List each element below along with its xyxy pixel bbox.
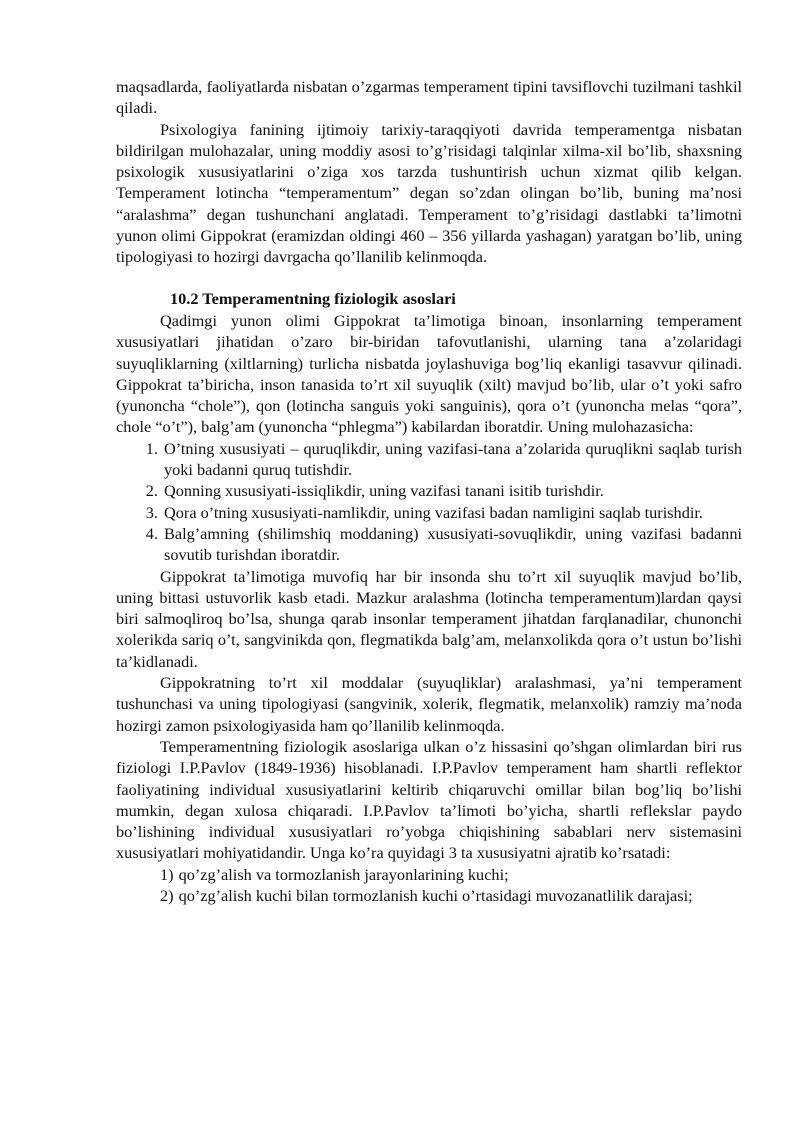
list-item: 2. Qonning xususiyati-issiqlikdir, uning vazifasi tanani isitib turishdir. bbox=[162, 480, 742, 501]
paragraph-gippokrat: Qadimgi yunon olimi Gippokrat ta’limotiga binoan, insonlarning temperament xususiyatlari jihatidan o’zaro bir-biridan tafovutlanishi, ularning tana a’zolaridagi suyuqliklarning (xiltlarning) turlicha nisbatda joylashuviga bog’liq ekanligi tasavvur qilinadi. Gippokrat ta’biricha, inson tanasida to’rt xil suyuqlik (xilt) mavjud bo’lib, ular o’t yoki safro (yunoncha “chole”), qon (lotincha sanguis yoki sanguinis), qora o’t (yunoncha melas “qora”, chole “o’t”), balg’am (yunoncha “phlegma”) kabilardan iboratdir. Uning mulohazasicha: bbox=[116, 310, 742, 437]
paragraph-pavlov: Temperamentning fiziologik asoslariga ulkan o’z hissasini qo’shgan olimlardan biri rus fiziologi I.P.Pavlov (1849-1936) hisoblanadi. I.P.Pavlov temperament ham shartli reflektor faoliyatining individual xususiyatlarini keltirib chiqaruvchi omillar bilan bog’liq bo’lishi mumkin, degan xulosa chiqaradi. I.P.Pavlov ta’limoti bo’yicha, shartli reflekslar paydo bo’lishining individual xususiyatlari ro’yobga chiqishining sabablari nerv sistemasini xususiyatlari mohiyatidandir. Unga ko’ra quyidagi 3 ta xususiyatni ajratib ko’rsatadi: bbox=[116, 736, 742, 863]
sub-list-item bbox=[160, 864, 742, 885]
sub-list-text: qo’zg’alish kuchi bilan tormozlanish kuchi o’rtasidagi muvozanatlilik darajasi; bbox=[178, 885, 693, 905]
sub-list-number: 1) bbox=[160, 864, 174, 884]
sub-list-text: qo’zg’alish va tormozlanish jarayonlarining kuchi; bbox=[178, 864, 509, 884]
list-item: 1. O’tning xususiyati – quruqlikdir, uning vazifasi-tana a’zolarida quruqlikni saqlab turish yoki badanni quruq tutishdir. bbox=[162, 438, 742, 481]
sub-list bbox=[116, 864, 742, 907]
paragraph-typology: Gippokratning to’rt xil moddalar (suyuqliklar) aralashmasi, ya’ni temperament tushunchasi va uning tipologiyasi (sangvinik, xolerik, flegmatik, melanxolik) ramziy ma’noda hozirgi zamon psixologiyasida ham qo’llanilib kelinmoqda. bbox=[116, 673, 742, 735]
list-item: 4. Balg’amning (shilimshiq moddaning) xususiyati-sovuqlikdir, uning vazifasi badanni sovutib turishdan iboratdir. bbox=[162, 523, 742, 566]
numbered-list bbox=[116, 438, 742, 566]
sub-list-number: 2) bbox=[160, 885, 174, 905]
paragraph-temperament-history: Psixologiya fanining ijtimoiy tarixiy-taraqqiyoti davrida temperamentga nisbatan bildirilgan mulohazalar, uning moddiy asosi to’g’risidagi talqinlar xilma-xil bo’lib, shaxsning psixologik xususiyatlarini o’ziga xos tarzda tushuntirish uchun xizmat qilib kelgan. Temperament lotincha “temperamentum” degan so’zdan olingan bo’lib, buning ma’nosi “aralashma” degan tushunchani anglatadi. Temperament to’g’risidagi dastlabki ta’limotni yunon olimi Gippokrat (eramizdan oldingi 460 – 356 yillarda yashagan) yaratgan bo’lib, uning tipologiyasi to hozirgi davrgacha qo’llanilib kelinmoqda. bbox=[116, 119, 742, 267]
list-item: 3. Qora o’tning xususiyati-namlikdir, uning vazifasi badan namligini saqlab turishdir. bbox=[162, 502, 742, 523]
section-heading: 10.2 Temperamentning fiziologik asoslari bbox=[170, 288, 456, 308]
sub-list-item bbox=[160, 885, 742, 906]
paragraph-four-fluids: Gippokrat ta’limotiga muvofiq har bir insonda shu to’rt xil suyuqlik mavjud bo’lib, uning bittasi ustuvorlik kasb etadi. Mazkur aralashma (lotincha temperamentum)lardan qaysi biri salmoqliroq bo’lsa, shunga qarab insonlar temperament jihatdan farqlanadilar, chunonchi xolerikda sariq o’t, sangvinikda qon, flegmatikda balg’am, melanxolikda qora o’t ustun bo’lishi ta’kidlanadi. bbox=[116, 566, 742, 671]
paragraph-continuation: maqsadlarda, faoliyatlarda nisbatan o’zgarmas temperament tipini tavsiflovchi tuzilmani tashkil qiladi. bbox=[116, 77, 742, 118]
